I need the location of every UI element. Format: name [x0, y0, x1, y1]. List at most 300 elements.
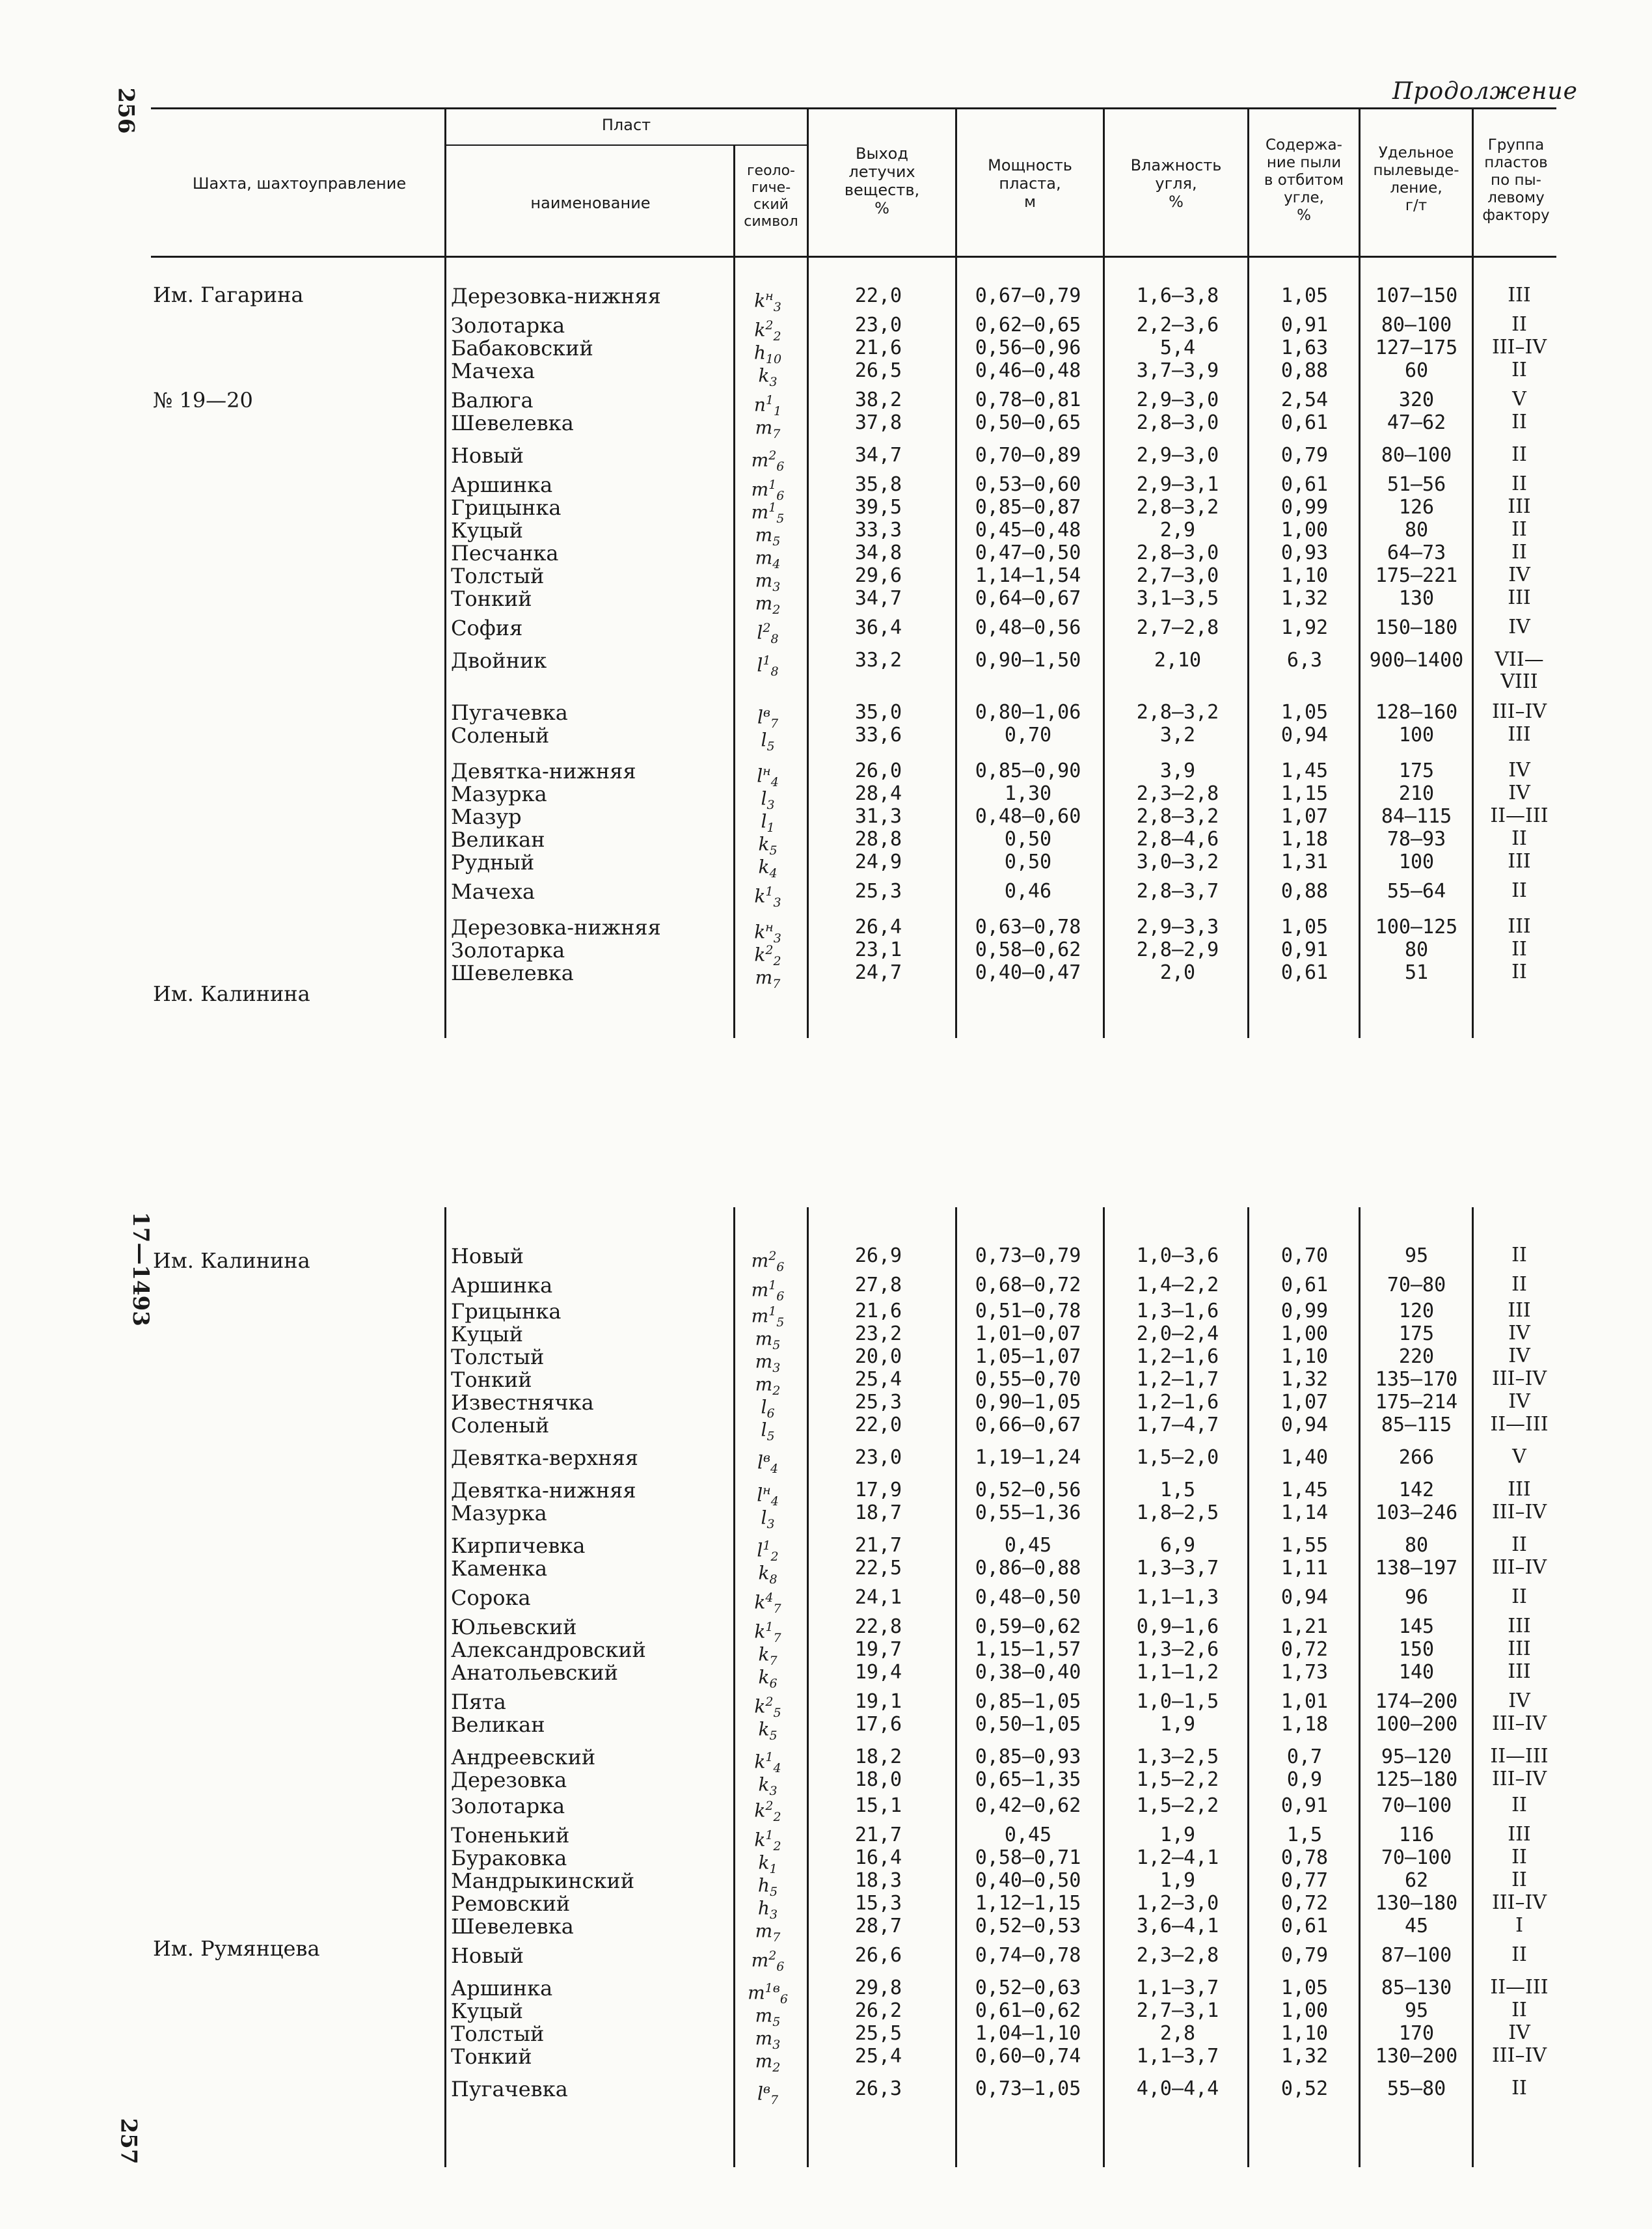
- thickness-value: 0,90—1,05: [975, 1391, 1081, 1414]
- seam-symbol-subscript: 4: [772, 556, 781, 571]
- header-volatile-text: Выход летучих веществ, %: [844, 144, 920, 217]
- group-value: III: [1508, 1299, 1531, 1322]
- specific-dust-value: 95: [1404, 1999, 1429, 2022]
- thickness-value: 0,46: [1004, 880, 1052, 903]
- volatile-value: 37,8: [854, 411, 902, 434]
- seam-symbol-superscript: 4: [765, 1591, 774, 1605]
- thickness-value: 0,53—0,60: [975, 473, 1081, 496]
- header-thickness: [957, 156, 1103, 211]
- seam-name: Бураковка: [451, 1846, 567, 1870]
- seam-symbol-letter: l: [757, 2083, 763, 2105]
- humidity-value: 2,10: [1154, 649, 1202, 672]
- group-value: III–IV: [1491, 1891, 1547, 1914]
- humidity-value: 2,0—2,4: [1136, 1322, 1219, 1345]
- thickness-value: 0,85—0,87: [975, 496, 1081, 519]
- seam-symbol-superscript: 2: [768, 1249, 777, 1263]
- seam-symbol-subscript: 7: [770, 2092, 779, 2107]
- seam-symbol: [735, 2045, 800, 2079]
- seam-symbol-letter: m: [755, 524, 773, 546]
- seam-name: Тонкий: [451, 1367, 532, 1392]
- seam-symbol-subscript: 4: [770, 1461, 779, 1476]
- seam-symbol-letter: k: [754, 319, 766, 341]
- specific-dust-value: 130—180: [1375, 1892, 1458, 1915]
- dust-content-value: 0,61: [1280, 473, 1329, 496]
- header-dust-content: [1249, 137, 1359, 225]
- seam-symbol-letter: k: [758, 1852, 770, 1874]
- thickness-value: 0,56—0,96: [975, 336, 1081, 359]
- seam-symbol-subscript: 5: [772, 2014, 781, 2029]
- seam-rule: [446, 144, 807, 146]
- seam-name: Анатольевский: [451, 1660, 618, 1685]
- thickness-value: 1,14—1,54: [975, 564, 1081, 587]
- group-value: IV: [1508, 2021, 1530, 2044]
- seam-symbol-letter: l: [761, 1419, 767, 1441]
- seam-name: Куцый: [451, 1322, 523, 1347]
- specific-dust-value: 51: [1404, 961, 1429, 984]
- seam-symbol-superscript: н: [765, 289, 774, 303]
- seam-name: Тонкий: [451, 2044, 532, 2069]
- group-value: II: [1511, 1273, 1527, 1296]
- seam-symbol-subscript: 6: [776, 1959, 785, 1974]
- thickness-value: 0,50—1,05: [975, 1713, 1081, 1736]
- thickness-value: 1,15—1,57: [975, 1638, 1081, 1661]
- seam-symbol-letter: m: [751, 1949, 769, 1971]
- bottom-vline-1: [444, 1207, 446, 2167]
- specific-dust-value: 145: [1398, 1615, 1435, 1638]
- dust-content-value: 0,88: [1280, 359, 1329, 382]
- group-value: II: [1511, 1585, 1527, 1608]
- dust-content-value: 1,63: [1280, 336, 1329, 359]
- group-value: II—III: [1490, 1976, 1549, 1999]
- humidity-value: 1,5—2,2: [1136, 1794, 1219, 1817]
- dust-content-value: 1,10: [1280, 2022, 1329, 2045]
- humidity-value: 1,0—3,6: [1136, 1244, 1219, 1267]
- dust-content-value: 0,79: [1280, 1944, 1329, 1967]
- thickness-value: 1,12—1,15: [975, 1892, 1081, 1915]
- group-value: II: [1511, 411, 1527, 433]
- seam-symbol-letter: k: [754, 921, 766, 943]
- specific-dust-value: 85—115: [1381, 1414, 1452, 1436]
- humidity-value: 1,2—1,6: [1136, 1391, 1219, 1414]
- seam-name: Кирпичевка: [451, 1533, 586, 1558]
- seam-name: Известнячка: [451, 1390, 594, 1415]
- humidity-value: 1,9: [1159, 1713, 1196, 1736]
- seam-symbol-superscript: 1: [763, 1538, 771, 1553]
- humidity-value: 1,5—2,2: [1136, 1768, 1219, 1791]
- seam-symbol-letter: m: [751, 1250, 769, 1272]
- dust-content-value: 1,14: [1280, 1501, 1329, 1524]
- specific-dust-value: 140: [1398, 1661, 1435, 1684]
- thickness-value: 0,38—0,40: [975, 1661, 1081, 1684]
- volatile-value: 22,5: [854, 1557, 902, 1579]
- seam-symbol-letter: m: [751, 501, 769, 523]
- header-seam-symbol-text: геоло- гиче- ский символ: [744, 163, 798, 230]
- seam-symbol-letter: k: [754, 1799, 766, 1822]
- volatile-value: 24,7: [854, 961, 902, 984]
- thickness-value: 1,01—0,07: [975, 1322, 1081, 1345]
- seam-symbol: [735, 880, 800, 914]
- volatile-value: 23,0: [854, 1446, 902, 1469]
- seam-symbol-subscript: 10: [765, 351, 782, 366]
- volatile-value: 28,7: [854, 1915, 902, 1937]
- volatile-value: 26,6: [854, 1944, 902, 1967]
- dust-content-value: 1,45: [1280, 1479, 1329, 1501]
- seam-symbol-subscript: 7: [769, 1653, 778, 1668]
- volatile-value: 15,3: [854, 1892, 902, 1915]
- group-value: II: [1511, 359, 1527, 381]
- header-seam-symbol: [735, 163, 807, 230]
- humidity-value: 2,7—3,1: [1136, 1999, 1219, 2022]
- humidity-value: 1,2—4,1: [1136, 1846, 1219, 1869]
- group-value: II: [1511, 1794, 1527, 1816]
- dust-content-value: 0,99: [1280, 1300, 1329, 1322]
- left-page-number: 256: [113, 87, 139, 134]
- seam-symbol-subscript: 3: [772, 579, 781, 594]
- seam-name: Великан: [451, 1712, 545, 1737]
- humidity-value: 1,7—4,7: [1136, 1414, 1219, 1436]
- seam-symbol-subscript: 2: [773, 1809, 781, 1824]
- seam-symbol-superscript: 2: [768, 1949, 777, 1963]
- humidity-value: 2,8—3,7: [1136, 880, 1219, 903]
- seam-name: Куцый: [451, 1999, 523, 2023]
- seam-symbol-subscript: 7: [772, 426, 781, 441]
- seam-symbol-letter: m: [755, 547, 773, 569]
- group-value: II—III: [1490, 804, 1549, 827]
- seam-symbol-superscript: 1в: [765, 1981, 780, 1995]
- seam-symbol-superscript: 2: [765, 318, 774, 333]
- dust-content-value: 1,05: [1280, 916, 1329, 938]
- specific-dust-value: 130: [1398, 587, 1435, 610]
- thickness-value: 1,05—1,07: [975, 1345, 1081, 1368]
- specific-dust-value: 210: [1398, 782, 1435, 805]
- seam-symbol-letter: l: [757, 654, 763, 676]
- seam-symbol-subscript: 5: [772, 1337, 781, 1352]
- thickness-value: 0,52—0,56: [975, 1479, 1081, 1501]
- seam-name: Соленый: [451, 723, 550, 748]
- humidity-value: 1,1—3,7: [1136, 2045, 1219, 2068]
- header-humidity: [1105, 156, 1247, 211]
- seam-name: Дерезовка: [451, 1768, 567, 1792]
- seam-symbol-superscript: 2: [765, 1695, 774, 1709]
- group-value: III: [1508, 723, 1531, 746]
- thickness-value: 0,86—0,88: [975, 1557, 1081, 1579]
- volatile-value: 26,2: [854, 1999, 902, 2022]
- seam-name: Толстый: [451, 2021, 545, 2046]
- group-value: II—III: [1490, 1413, 1549, 1436]
- right-page-number: 257: [115, 2118, 142, 2165]
- thickness-value: 0,65—1,35: [975, 1768, 1081, 1791]
- specific-dust-value: 80: [1404, 1534, 1429, 1557]
- seam-symbol-subscript: 5: [769, 843, 778, 858]
- dust-content-value: 0,61: [1280, 411, 1329, 434]
- seam-symbol-subscript: 3: [769, 374, 778, 389]
- seam-name: Мачеха: [451, 879, 535, 904]
- volatile-value: 34,8: [854, 541, 902, 564]
- seam-symbol-subscript: 2: [772, 1383, 781, 1398]
- humidity-value: 2,9—3,0: [1136, 444, 1219, 467]
- specific-dust-value: 100: [1398, 724, 1435, 746]
- volatile-value: 34,7: [854, 444, 902, 467]
- seam-symbol-subscript: 7: [773, 1601, 781, 1616]
- volatile-value: 38,2: [854, 389, 902, 411]
- seam-symbol-letter: k: [758, 1773, 770, 1796]
- humidity-value: 2,8—3,2: [1136, 805, 1219, 828]
- seam-symbol-superscript: н: [765, 920, 774, 935]
- group-value: II: [1511, 827, 1527, 850]
- humidity-value: 2,9—3,3: [1136, 916, 1219, 938]
- volatile-value: 31,3: [854, 805, 902, 828]
- seam-symbol-subscript: 7: [772, 1930, 781, 1945]
- humidity-value: 1,9: [1159, 1824, 1196, 1846]
- specific-dust-value: 64—73: [1387, 541, 1446, 564]
- humidity-value: 3,0—3,2: [1136, 851, 1219, 873]
- specific-dust-value: 900—1400: [1369, 649, 1464, 672]
- seam-symbol-subscript: 4: [773, 1760, 781, 1775]
- seam-symbol-letter: l: [757, 622, 763, 644]
- seam-symbol-superscript: 2: [765, 943, 774, 957]
- humidity-value: 2,0: [1159, 961, 1196, 984]
- thickness-value: 0,85—0,93: [975, 1745, 1081, 1768]
- seam-name: Дерезовка-нижняя: [451, 284, 661, 308]
- seam-symbol-subscript: 4: [769, 866, 778, 881]
- dust-content-value: 1,07: [1280, 1391, 1329, 1414]
- seam-symbol-letter: k: [758, 856, 770, 878]
- dust-content-value: 1,31: [1280, 851, 1329, 873]
- dust-content-value: 1,05: [1280, 701, 1329, 724]
- seam-symbol-letter: k: [754, 1591, 766, 1613]
- specific-dust-value: 128—160: [1375, 701, 1458, 724]
- thickness-value: 0,50—0,65: [975, 411, 1081, 434]
- specific-dust-value: 45: [1404, 1915, 1429, 1937]
- volatile-value: 36,4: [854, 616, 902, 639]
- volatile-value: 35,8: [854, 473, 902, 496]
- group-value: IV: [1508, 1390, 1530, 1413]
- seam-symbol-superscript: 2: [765, 1799, 774, 1813]
- thickness-value: 0,52—0,53: [975, 1915, 1081, 1937]
- humidity-value: 2,8—3,2: [1136, 701, 1219, 724]
- seam-symbol-letter: m: [755, 2027, 773, 2049]
- seam-symbol-superscript: в: [763, 2082, 770, 2096]
- group-value: II: [1511, 879, 1527, 902]
- seam-symbol-letter: l: [761, 1507, 767, 1529]
- seam-symbol-subscript: 4: [770, 1494, 779, 1509]
- seam-symbol-subscript: 2: [773, 953, 781, 968]
- humidity-value: 1,3—2,6: [1136, 1638, 1219, 1661]
- bottom-vline-3: [807, 1207, 809, 2167]
- humidity-value: 3,1—3,5: [1136, 587, 1219, 610]
- seam-name: Тоненький: [451, 1823, 570, 1848]
- thickness-value: 0,61—0,62: [975, 1999, 1081, 2022]
- mine-label: Им. Румянцева: [153, 1936, 320, 1961]
- humidity-value: 2,3—2,8: [1136, 782, 1219, 805]
- seam-symbol-letter: l: [757, 1539, 763, 1561]
- dust-content-value: 1,18: [1280, 1713, 1329, 1736]
- humidity-value: 1,3—1,6: [1136, 1300, 1219, 1322]
- thickness-value: 0,48—0,50: [975, 1586, 1081, 1609]
- group-value: III: [1508, 915, 1531, 938]
- seam-symbol-subscript: 2: [772, 2060, 781, 2075]
- humidity-value: 1,1—3,7: [1136, 1976, 1219, 1999]
- group-value: V: [1512, 388, 1526, 411]
- seam-symbol-superscript: 1: [763, 653, 771, 668]
- volatile-value: 26,9: [854, 1244, 902, 1267]
- thickness-value: 0,55—1,36: [975, 1501, 1081, 1524]
- seam-symbol-letter: k: [758, 364, 770, 387]
- specific-dust-value: 116: [1398, 1824, 1435, 1846]
- seam-symbol-subscript: 5: [766, 739, 775, 754]
- group-value: III–IV: [1491, 1768, 1547, 1790]
- seam-symbol-superscript: 1: [768, 1278, 777, 1292]
- seam-symbol-subscript: 8: [769, 1572, 778, 1587]
- dust-content-value: 0,91: [1280, 314, 1329, 336]
- thickness-value: 0,73—0,79: [975, 1244, 1081, 1267]
- seam-symbol-letter: k: [758, 1643, 770, 1665]
- thickness-value: 0,51—0,78: [975, 1300, 1081, 1322]
- dust-content-value: 1,00: [1280, 1999, 1329, 2022]
- group-value: III: [1508, 850, 1531, 873]
- thickness-value: 0,78—0,81: [975, 389, 1081, 411]
- seam-symbol-superscript: 1: [765, 1828, 774, 1842]
- dust-content-value: 0,93: [1280, 541, 1329, 564]
- header-volatile: [809, 144, 955, 217]
- group-value: III–IV: [1491, 1367, 1547, 1390]
- group-value: III–IV: [1491, 2044, 1547, 2067]
- seam-symbol-letter: k: [754, 1695, 766, 1717]
- volatile-value: 21,7: [854, 1534, 902, 1557]
- volatile-value: 23,0: [854, 314, 902, 336]
- dust-content-value: 1,10: [1280, 1345, 1329, 1368]
- seam-symbol-subscript: 5: [776, 511, 785, 526]
- seam-symbol-letter: m: [755, 1328, 773, 1350]
- seam-symbol-subscript: 5: [766, 1429, 775, 1443]
- volatile-value: 21,7: [854, 1824, 902, 1846]
- seam-symbol-subscript: 1: [774, 403, 782, 418]
- group-value: III: [1508, 1637, 1531, 1660]
- volatile-value: 23,2: [854, 1322, 902, 1345]
- volatile-value: 21,6: [854, 336, 902, 359]
- group-value: VII— VIII: [1495, 648, 1544, 693]
- humidity-value: 1,5: [1159, 1479, 1196, 1501]
- group-value: II: [1511, 961, 1527, 983]
- dust-content-value: 0,94: [1280, 724, 1329, 746]
- seam-name: Валюга: [451, 388, 534, 413]
- humidity-value: 2,9—3,0: [1136, 389, 1219, 411]
- thickness-value: 0,42—0,62: [975, 1794, 1081, 1817]
- group-value: III: [1508, 1615, 1531, 1637]
- seam-symbol-subscript: 2: [770, 1549, 779, 1564]
- seam-name: Грицынка: [451, 1299, 562, 1324]
- humidity-value: 1,4—2,2: [1136, 1274, 1219, 1296]
- seam-symbol-letter: h: [757, 1874, 770, 1896]
- seam-symbol-letter: l: [757, 706, 763, 728]
- thickness-value: 0,45—0,48: [975, 519, 1081, 541]
- humidity-value: 3,9: [1159, 759, 1196, 782]
- group-value: V: [1512, 1445, 1526, 1468]
- dust-content-value: 0,70: [1280, 1244, 1329, 1267]
- volatile-value: 27,8: [854, 1274, 902, 1296]
- volatile-value: 26,4: [854, 916, 902, 938]
- volatile-value: 33,2: [854, 649, 902, 672]
- humidity-value: 3,6—4,1: [1136, 1915, 1219, 1937]
- seam-symbol-subscript: 2: [773, 329, 781, 344]
- seam-name: Золотарка: [451, 938, 565, 963]
- volatile-value: 19,1: [854, 1690, 902, 1713]
- header-top-rule: [151, 107, 1556, 109]
- specific-dust-value: 103—246: [1375, 1501, 1458, 1524]
- humidity-value: 1,1—1,3: [1136, 1586, 1219, 1609]
- dust-content-value: 0,61: [1280, 1915, 1329, 1937]
- thickness-value: 0,55—0,70: [975, 1368, 1081, 1391]
- dust-content-value: 0,88: [1280, 880, 1329, 903]
- sheet-mark: 17—1493: [127, 1212, 154, 1326]
- group-value: II: [1511, 1868, 1527, 1891]
- volatile-value: 25,3: [854, 880, 902, 903]
- header-specific-dust-text: Удельное пылевыде- ление, г/т: [1373, 144, 1459, 214]
- thickness-value: 0,63—0,78: [975, 916, 1081, 938]
- humidity-value: 5,4: [1159, 336, 1196, 359]
- seam-symbol-superscript: 1: [765, 393, 774, 407]
- seam-symbol-letter: m: [755, 1350, 773, 1373]
- seam-symbol-subscript: 8: [770, 631, 779, 646]
- humidity-value: 2,8—3,0: [1136, 541, 1219, 564]
- seam-symbol: [735, 649, 800, 683]
- seam-symbol-letter: l: [757, 1451, 763, 1473]
- thickness-value: 0,58—0,62: [975, 938, 1081, 961]
- seam-name: Шевелевка: [451, 1914, 574, 1939]
- humidity-value: 1,3—3,7: [1136, 1557, 1219, 1579]
- specific-dust-value: 175: [1398, 759, 1435, 782]
- specific-dust-value: 170: [1398, 2022, 1435, 2045]
- seam-symbol-letter: m: [748, 1982, 765, 2004]
- specific-dust-value: 175—214: [1375, 1391, 1458, 1414]
- seam-name: Ремовский: [451, 1891, 571, 1916]
- volatile-value: 28,4: [854, 782, 902, 805]
- thickness-value: 0,80—1,06: [975, 701, 1081, 724]
- mine-label: Им. Калинина: [153, 981, 310, 1006]
- specific-dust-value: 150: [1398, 1638, 1435, 1661]
- seam-symbol: [735, 724, 800, 758]
- seam-name: Аршинка: [451, 1976, 553, 2001]
- seam-name: Шевелевка: [451, 411, 574, 435]
- specific-dust-value: 175: [1398, 1322, 1435, 1345]
- header-humidity-text: Влажность угля, %: [1130, 156, 1222, 211]
- specific-dust-value: 135—170: [1375, 1368, 1458, 1391]
- group-value: II: [1511, 518, 1527, 541]
- dust-content-value: 1,05: [1280, 284, 1329, 307]
- seam-symbol: [735, 1713, 800, 1747]
- thickness-value: 1,30: [1004, 782, 1052, 805]
- volatile-value: 29,6: [854, 564, 902, 587]
- seam-symbol-superscript: 1: [765, 884, 774, 899]
- specific-dust-value: 175—221: [1375, 564, 1458, 587]
- seam-symbol-subscript: 5: [769, 1884, 778, 1899]
- seam-symbol-letter: m: [751, 1305, 769, 1327]
- volatile-value: 34,7: [854, 587, 902, 610]
- humidity-value: 1,9: [1159, 1869, 1196, 1892]
- thickness-value: 0,74—0,78: [975, 1944, 1081, 1967]
- seam-symbol-subscript: 6: [776, 459, 785, 474]
- seam-symbol-letter: m: [755, 1920, 773, 1942]
- thickness-value: 0,50: [1004, 851, 1052, 873]
- seam-symbol-subscript: 4: [770, 774, 779, 789]
- humidity-value: 1,1—1,2: [1136, 1661, 1219, 1684]
- group-value: II: [1511, 443, 1527, 466]
- volatile-value: 33,6: [854, 724, 902, 746]
- seam-name: Новый: [451, 443, 524, 468]
- seam-symbol-superscript: 2: [768, 448, 777, 463]
- volatile-value: 18,3: [854, 1869, 902, 1892]
- volatile-value: 26,3: [854, 2077, 902, 2100]
